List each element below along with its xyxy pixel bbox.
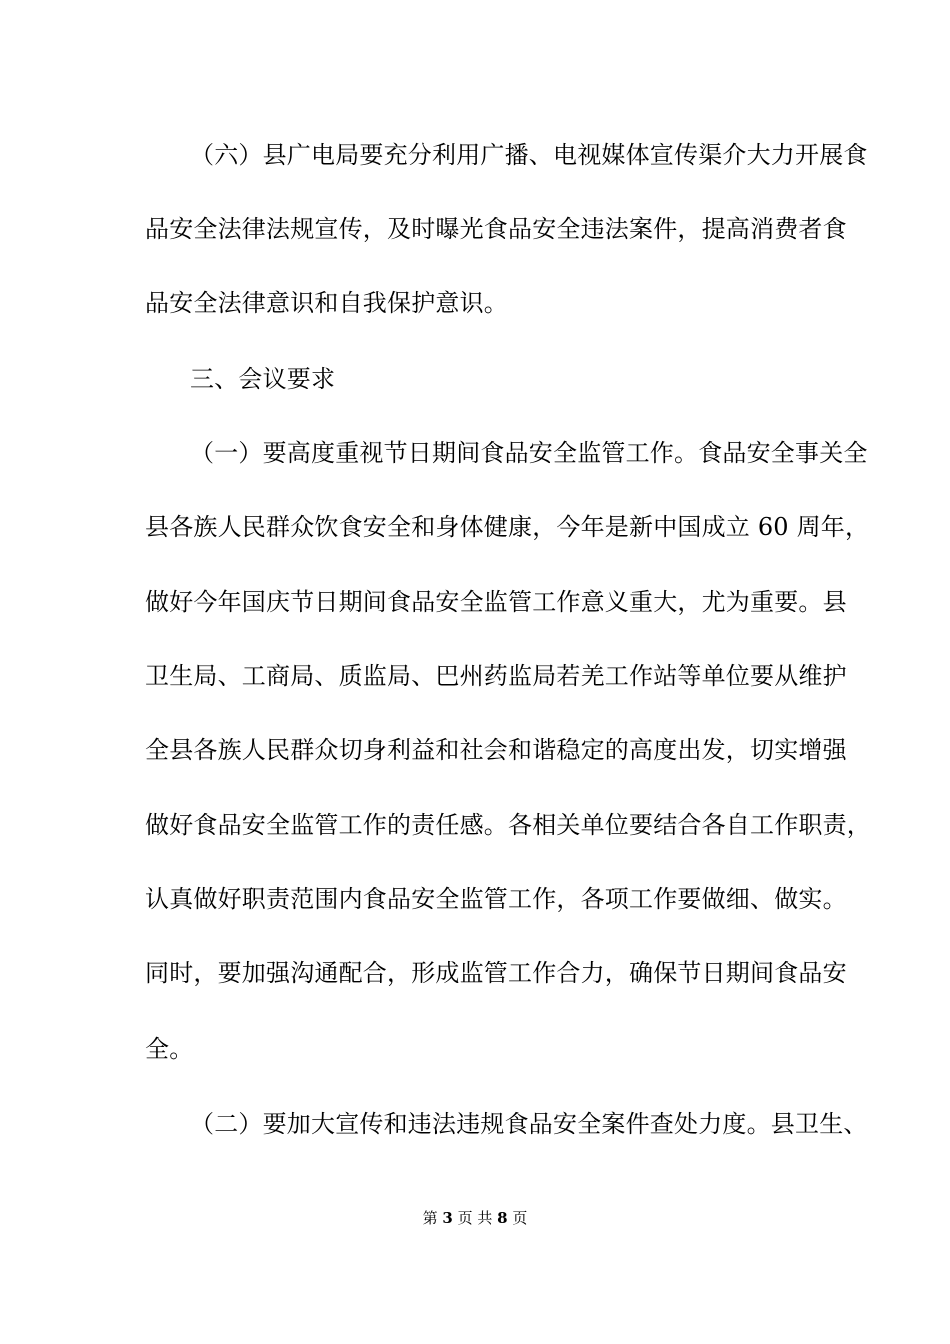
requirement-1-line-3: 做好今年国庆节日期间食品安全监管工作意义重大，尤为重要。县 xyxy=(145,588,847,616)
requirement-1-line-8: 同时，要加强沟通配合，形成监管工作合力，确保节日期间食品安 xyxy=(145,959,847,987)
total-page-number: 8 xyxy=(497,1209,508,1227)
requirement-1-line-7: 认真做好职责范围内食品安全监管工作，各项工作要做细、做实。 xyxy=(145,885,847,913)
footer-middle: 页 共 xyxy=(457,1209,493,1227)
paragraph-6-line-2: 品安全法律法规宣传，及时曝光食品安全违法案件，提高消费者食 xyxy=(145,215,847,243)
requirement-2-line-1: （二）要加大宣传和违法违规食品安全案件查处力度。县卫生、 xyxy=(190,1110,868,1138)
paragraph-6-line-1: （六）县广电局要充分利用广播、电视媒体宣传渠介大力开展食 xyxy=(190,141,868,169)
footer-suffix: 页 xyxy=(512,1209,528,1227)
requirement-1-line-1: （一）要高度重视节日期间食品安全监管工作。食品安全事关全 xyxy=(190,439,868,467)
footer-prefix: 第 xyxy=(422,1209,438,1227)
requirement-1-line-5: 全县各族人民群众切身利益和社会和谐稳定的高度出发，切实增强 xyxy=(145,736,847,764)
section-heading-meeting-requirements: 三、会议要求 xyxy=(190,365,336,393)
requirement-1-line-9: 全。 xyxy=(145,1035,194,1063)
paragraph-6-line-3: 品安全法律意识和自我保护意识。 xyxy=(145,289,508,317)
requirement-1-line-4: 卫生局、工商局、质监局、巴州药监局若羌工作站等单位要从维护 xyxy=(145,662,847,690)
requirement-1-line-6: 做好食品安全监管工作的责任感。各相关单位要结合各自工作职责， xyxy=(145,811,871,839)
requirement-1-line-2: 县各族人民群众饮食安全和身体健康，今年是新中国成立 60 周年， xyxy=(145,513,870,541)
current-page-number: 3 xyxy=(442,1209,453,1227)
page-number-footer xyxy=(0,1208,950,1228)
